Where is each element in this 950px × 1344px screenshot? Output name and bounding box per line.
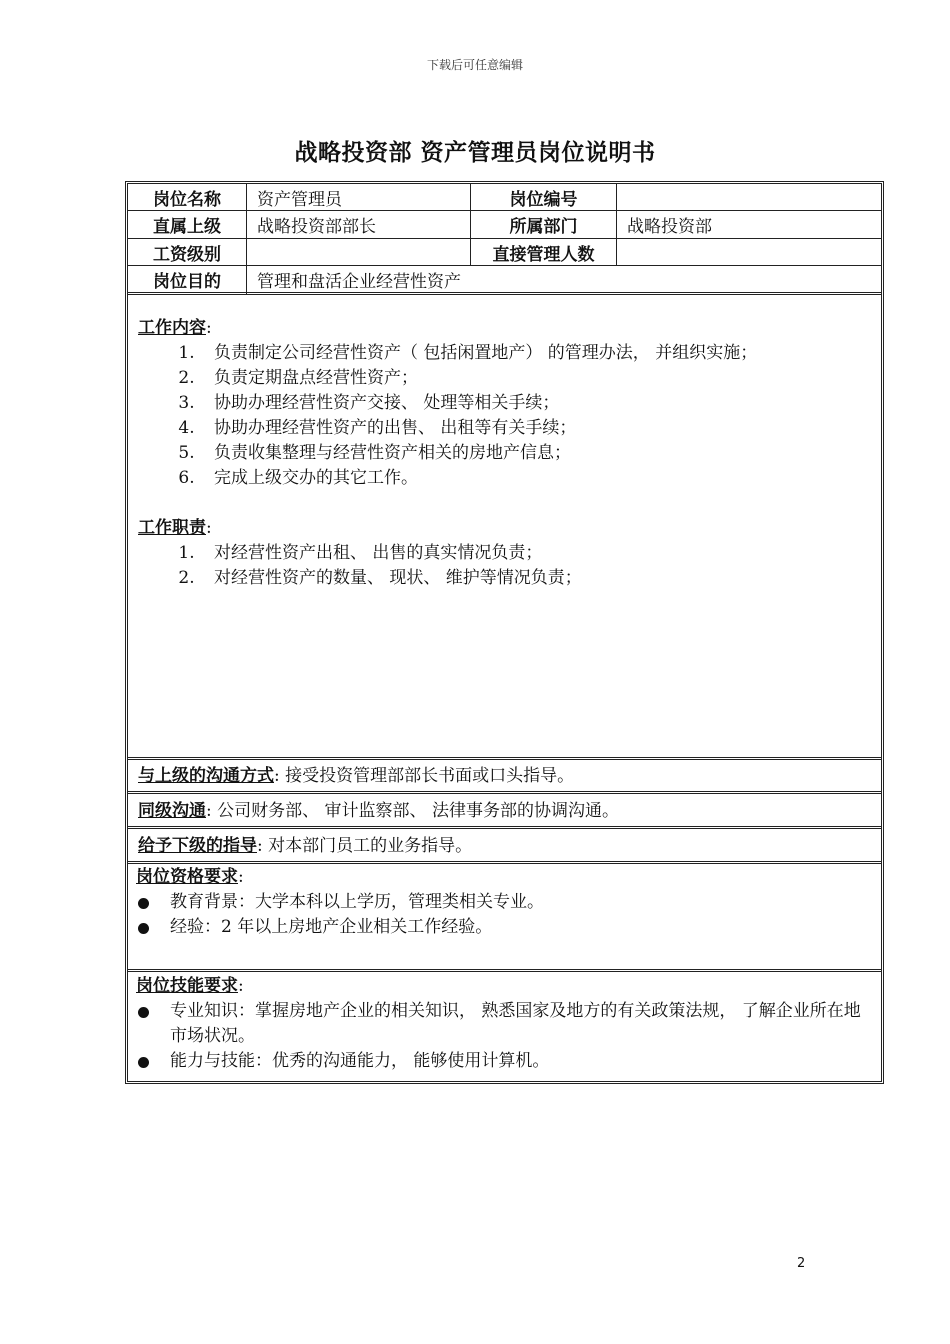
work-content-item: 6. 完成上级交办的其它工作。: [200, 466, 757, 491]
purpose-label: 岗位目的: [153, 271, 221, 292]
qualification-item: 经验：2 年以上房地产企业相关工作经验。: [136, 915, 544, 940]
purpose-value: 管理和盘活企业经营性资产: [257, 271, 461, 292]
page-number: 2: [797, 1256, 806, 1271]
skills-heading: 岗位技能要求: [136, 976, 238, 996]
work-content-item: 4. 协助办理经营性资产的出售、 出租等有关手续；: [200, 416, 757, 441]
work-content-item: 3. 协助办理经营性资产交接、 处理等相关手续；: [200, 391, 757, 416]
section-divider: [128, 969, 881, 972]
section-divider: [128, 861, 881, 864]
responsibility-item: 2. 对经营性资产的数量、 现状、 维护等情况负责；: [200, 566, 582, 591]
peer-communication: 同级沟通: 公司财务部、 审计监察部、 法律事务部的协调沟通。: [138, 801, 619, 821]
work-content-section: 工作内容: 1. 负责制定公司经营性资产（ 包括闲置地产） 的管理办法， 并组织实施； 2. 负责定期盘点经营性资产； 3. 协助办理经营性资产交接、 处理等相关手续； 4. 协助办理经营性资产的出售、 出租等有关手续； 5. 负责收集整理与经营性资产相关的房地产信息； 6. 完成上级交办的其它工作。: [138, 316, 757, 491]
direct-reports-label: 直接管理人数: [492, 244, 595, 265]
superior-communication-heading: 与上级的沟通方式: [138, 766, 274, 786]
responsibility-item: 1. 对经营性资产出租、 出售的真实情况负责；: [200, 541, 582, 566]
header-note: 下载后可任意编辑: [426, 58, 523, 72]
salary-level-value: [247, 239, 470, 265]
superior-value: 战略投资部部长: [257, 217, 376, 237]
section-divider: [128, 757, 881, 760]
peer-communication-heading: 同级沟通: [138, 801, 206, 821]
job-description-table: [125, 181, 884, 1084]
salary-level-label: 工资级别: [153, 244, 221, 265]
position-name-label: 岗位名称: [153, 189, 221, 210]
responsibilities-section: 工作职责: 1. 对经营性资产出租、 出售的真实情况负责； 2. 对经营性资产的数量、 现状、 维护等情况负责；: [138, 516, 582, 591]
section-divider: [128, 826, 881, 829]
qualifications-heading: 岗位资格要求: [136, 867, 238, 887]
position-code-label: 岗位编号: [509, 189, 578, 210]
section-divider: [128, 791, 881, 794]
skills-section: 岗位技能要求: 专业知识：掌握房地产企业的相关知识， 熟悉国家及地方的有关政策法规， 了解企业所在地市场状况。 能力与技能：优秀的沟通能力， 能够使用计算机。: [136, 974, 861, 1074]
peer-communication-text: 公司财务部、 审计监察部、 法律事务部的协调沟通。: [217, 801, 619, 821]
subordinate-guidance-heading: 给予下级的指导: [138, 836, 257, 856]
subordinate-guidance-text: 对本部门员工的业务指导。: [268, 836, 473, 856]
skill-item: 专业知识：掌握房地产企业的相关知识， 熟悉国家及地方的有关政策法规， 了解企业所在地市场状况。: [136, 999, 861, 1049]
superior-communication-text: 接受投资管理部部长书面或口头指导。: [285, 766, 575, 786]
work-content-item: 2. 负责定期盘点经营性资产；: [200, 366, 757, 391]
position-name-value: 资产管理员: [257, 189, 342, 210]
responsibilities-heading: 工作职责: [138, 518, 206, 538]
skill-item: 能力与技能：优秀的沟通能力， 能够使用计算机。: [136, 1049, 861, 1074]
direct-reports-value: [617, 239, 881, 265]
position-code-value: [617, 184, 881, 210]
qualifications-section: 岗位资格要求: 教育背景：大学本科以上学历，管理类相关专业。 经验：2 年以上房地产企业相关工作经验。: [136, 865, 544, 940]
subordinate-guidance: 给予下级的指导: 对本部门员工的业务指导。: [138, 836, 473, 856]
work-content-item: 5. 负责收集整理与经营性资产相关的房地产信息；: [200, 441, 757, 466]
work-content-item: 1. 负责制定公司经营性资产（ 包括闲置地产） 的管理办法， 并组织实施；: [200, 341, 757, 366]
superior-label: 直属上级: [153, 217, 221, 237]
row-divider: [128, 292, 881, 295]
department-label: 所属部门: [509, 217, 578, 237]
document-title: 战略投资部 资产管理员岗位说明书: [294, 140, 656, 166]
superior-communication: 与上级的沟通方式: 接受投资管理部部长书面或口头指导。: [138, 766, 575, 786]
qualification-item: 教育背景：大学本科以上学历，管理类相关专业。: [136, 890, 544, 915]
work-content-heading: 工作内容: [138, 318, 206, 338]
department-value: 战略投资部: [627, 217, 712, 237]
